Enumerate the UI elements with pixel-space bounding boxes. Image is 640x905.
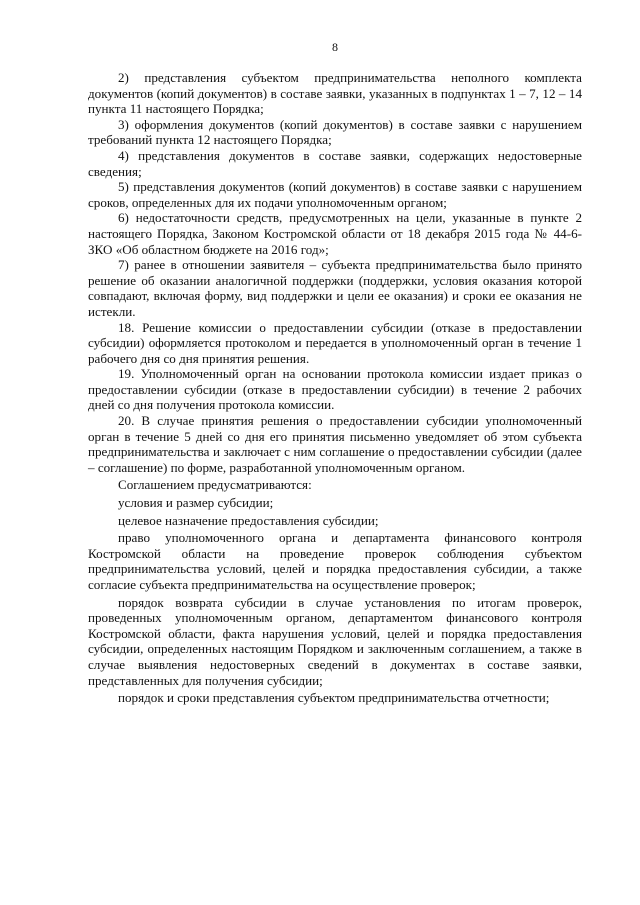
paragraph-clause-18: 18. Решение комиссии о предоставлении субсидии (отказе в предоставлении субсидии) оформляется протоколом и передается в уполномоченный орган в течение 1 рабочего дня со дня принятия решения.: [88, 319, 582, 366]
paragraph-agreement-refund: порядок возврата субсидии в случае установления по итогам проверок, проведенных уполномоченным органом, департаментом финансового контроля Костромской области, факта нарушения условий, целей и порядка предоставления субсидии, определенных настоящим Порядком и заключенным соглашением, а также в случае выявления недостоверных сведений в документах в составе заявки, представленных для получения субсидии;: [88, 594, 582, 688]
paragraph-agreement-purpose: целевое назначение предоставления субсидии;: [118, 512, 379, 528]
paragraph-agreement-reporting: порядок и сроки представления субъектом предпринимательства отчетности;: [118, 690, 550, 706]
paragraph-item-7: 7) ранее в отношении заявителя – субъекта предпринимательства было принято решение об оказании аналогичной поддержки (поддержки, условия оказания которой совпадают, включая форму, вид поддержки и цели ее оказания) и сроки ее оказания не истекли.: [88, 257, 582, 319]
paragraph-clause-19: 19. Уполномоченный орган на основании протокола комиссии издает приказ о предоставлении субсидии (отказе в предоставлении субсидии) в течение 2 рабочих дней со дня получения протокола комиссии.: [88, 366, 582, 413]
paragraph-agreement-conditions: условия и размер субсидии;: [118, 495, 274, 511]
paragraph-item-2: 2) представления субъектом предпринимательства неполного комплекта документов (копий документов) в составе заявки, указанных в подпунктах 1 – 7, 12 – 14 пункта 11 настоящего Порядка;: [88, 70, 582, 117]
paragraph-item-5: 5) представления документов (копий документов) в составе заявки с нарушением сроков, определенных для их подачи уполномоченным органом;: [88, 179, 582, 210]
paragraph-clause-20: 20. В случае принятия решения о предоставлении субсидии уполномоченный орган в течение 5 дней со дня его принятия письменно уведомляет об этом субъекта предпринимательства и заключает с ним соглашение о предоставлении субсидии (далее – соглашение) по форме, разработанной уполномоченным органом.: [88, 413, 582, 475]
page-number: 8: [332, 40, 338, 54]
paragraph-item-6: 6) недостаточности средств, предусмотренных на цели, указанные в пункте 2 настоящего Порядка, Законом Костромской области от 18 декабря 2015 года № 44-6-ЗКО «Об областном бюджете на 2016 год»;: [88, 210, 582, 257]
paragraph-agreement-intro: Соглашением предусматриваются:: [118, 477, 312, 493]
paragraph-agreement-audit-right: право уполномоченного органа и департамента финансового контроля Костромской области на проведение проверок соблюдения субъектом предпринимательства условий, целей и порядка предоставления субсидии, а также согласие субъекта предпринимательства на осуществление проверок;: [88, 530, 582, 592]
paragraph-item-4: 4) представления документов в составе заявки, содержащих недостоверные сведения;: [88, 147, 582, 179]
document-body: [88, 70, 582, 706]
paragraph-item-3: 3) оформления документов (копий документов) в составе заявки с нарушением требований пункта 12 настоящего Порядка;: [88, 116, 582, 148]
